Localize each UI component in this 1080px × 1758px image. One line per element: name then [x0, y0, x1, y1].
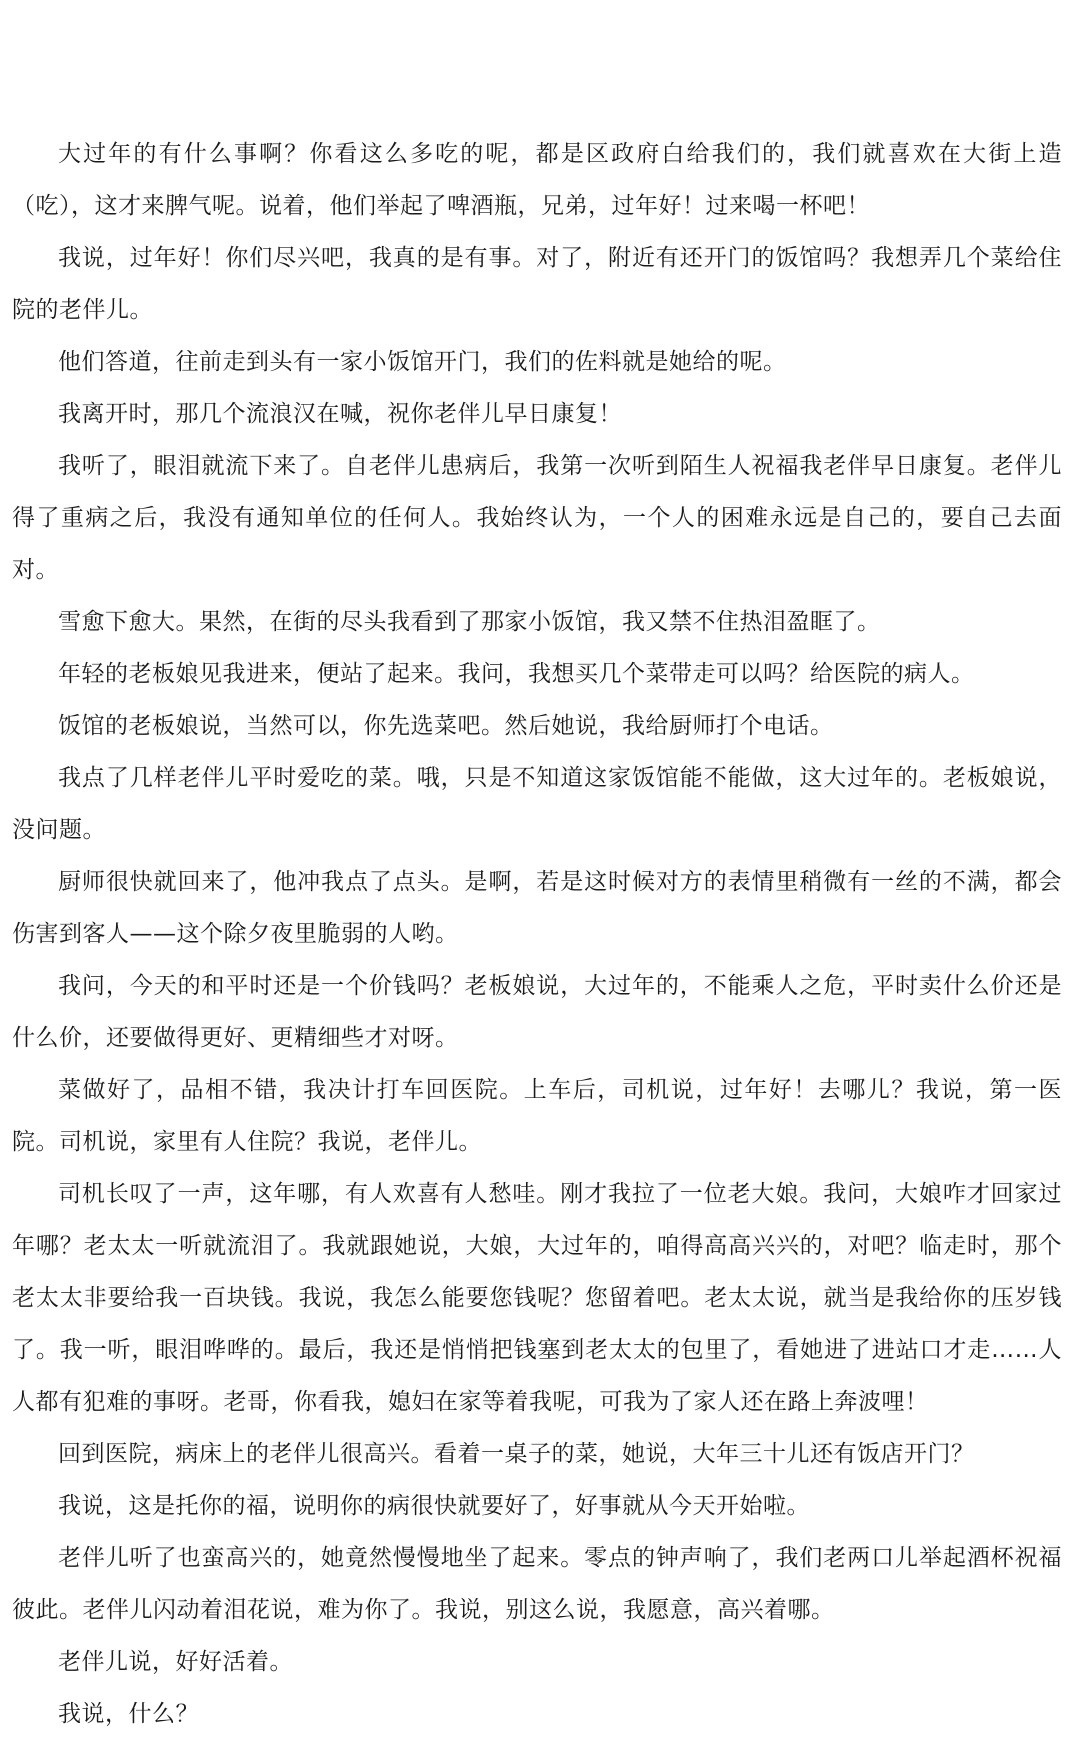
paragraph: 雪愈下愈大。果然，在街的尽头我看到了那家小饭馆，我又禁不住热泪盈眶了。: [58, 609, 881, 635]
paragraph: 厨师很快就回来了，他冲我点了点头。是啊，若是这时候对方的表情里稍微有一丝的不满，都会伤害到客人——这个除夕夜里脆弱的人哟。: [12, 869, 1062, 947]
paragraph: 我问，今天的和平时还是一个价钱吗？老板娘说，大过年的，不能乘人之危，平时卖什么价还是什么价，还要做得更好、更精细些才对呀。: [12, 973, 1062, 1051]
paragraph: 老伴儿听了也蛮高兴的，她竟然慢慢地坐了起来。零点的钟声响了，我们老两口儿举起酒杯祝福彼此。老伴儿闪动着泪花说，难为你了。我说，别这么说，我愿意，高兴着哪。: [12, 1545, 1062, 1623]
paragraph: 菜做好了，品相不错，我决计打车回医院。上车后，司机说，过年好！去哪儿？我说，第一医院。司机说，家里有人住院？我说，老伴儿。: [12, 1077, 1062, 1155]
document-body: [12, 128, 1062, 1740]
paragraph: 老伴儿说，好好活着。: [58, 1649, 293, 1675]
paragraph: 司机长叹了一声，这年哪，有人欢喜有人愁哇。刚才我拉了一位老大娘。我问，大娘咋才回家过年哪？老太太一听就流泪了。我就跟她说，大娘，大过年的，咱得高高兴兴的，对吧？临走时，那个老太太非要给我一百块钱。我说，我怎么能要您钱呢？您留着吧。老太太说，就当是我给你的压岁钱了。我一听，眼泪哗哗的。最后，我还是悄悄把钱塞到老太太的包里了，看她进了进站口才走……人人都有犯难的事呀。老哥，你看我，媳妇在家等着我呢，可我为了家人还在路上奔波哩！: [12, 1181, 1062, 1415]
paragraph: 我离开时，那几个流浪汉在喊，祝你老伴儿早日康复！: [58, 401, 622, 427]
paragraph: 年轻的老板娘见我进来，便站了起来。我问，我想买几个菜带走可以吗？给医院的病人。: [58, 661, 975, 687]
paragraph: 他们答道，往前走到头有一家小饭馆开门，我们的佐料就是她给的呢。: [58, 349, 787, 375]
paragraph: 回到医院，病床上的老伴儿很高兴。看着一桌子的菜，她说，大年三十儿还有饭店开门？: [58, 1441, 975, 1467]
paragraph: 我说，这是托你的福，说明你的病很快就要好了，好事就从今天开始啦。: [58, 1493, 810, 1519]
paragraph: 我说，过年好！你们尽兴吧，我真的是有事。对了，附近有还开门的饭馆吗？我想弄几个菜给住院的老伴儿。: [12, 245, 1062, 323]
paragraph: 大过年的有什么事啊？你看这么多吃的呢，都是区政府白给我们的，我们就喜欢在大街上造（吃），这才来脾气呢。说着，他们举起了啤酒瓶，兄弟，过年好！过来喝一杯吧！: [12, 141, 1062, 219]
paragraph: 我听了，眼泪就流下来了。自老伴儿患病后，我第一次听到陌生人祝福我老伴早日康复。老伴儿得了重病之后，我没有通知单位的任何人。我始终认为，一个人的困难永远是自己的，要自己去面对。: [12, 453, 1062, 583]
paragraph: 饭馆的老板娘说，当然可以，你先选菜吧。然后她说，我给厨师打个电话。: [58, 713, 834, 739]
paragraph: 我点了几样老伴儿平时爱吃的菜。哦，只是不知道这家饭馆能不能做，这大过年的。老板娘说，没问题。: [12, 765, 1062, 843]
paragraph: 我说，什么？: [58, 1701, 199, 1727]
